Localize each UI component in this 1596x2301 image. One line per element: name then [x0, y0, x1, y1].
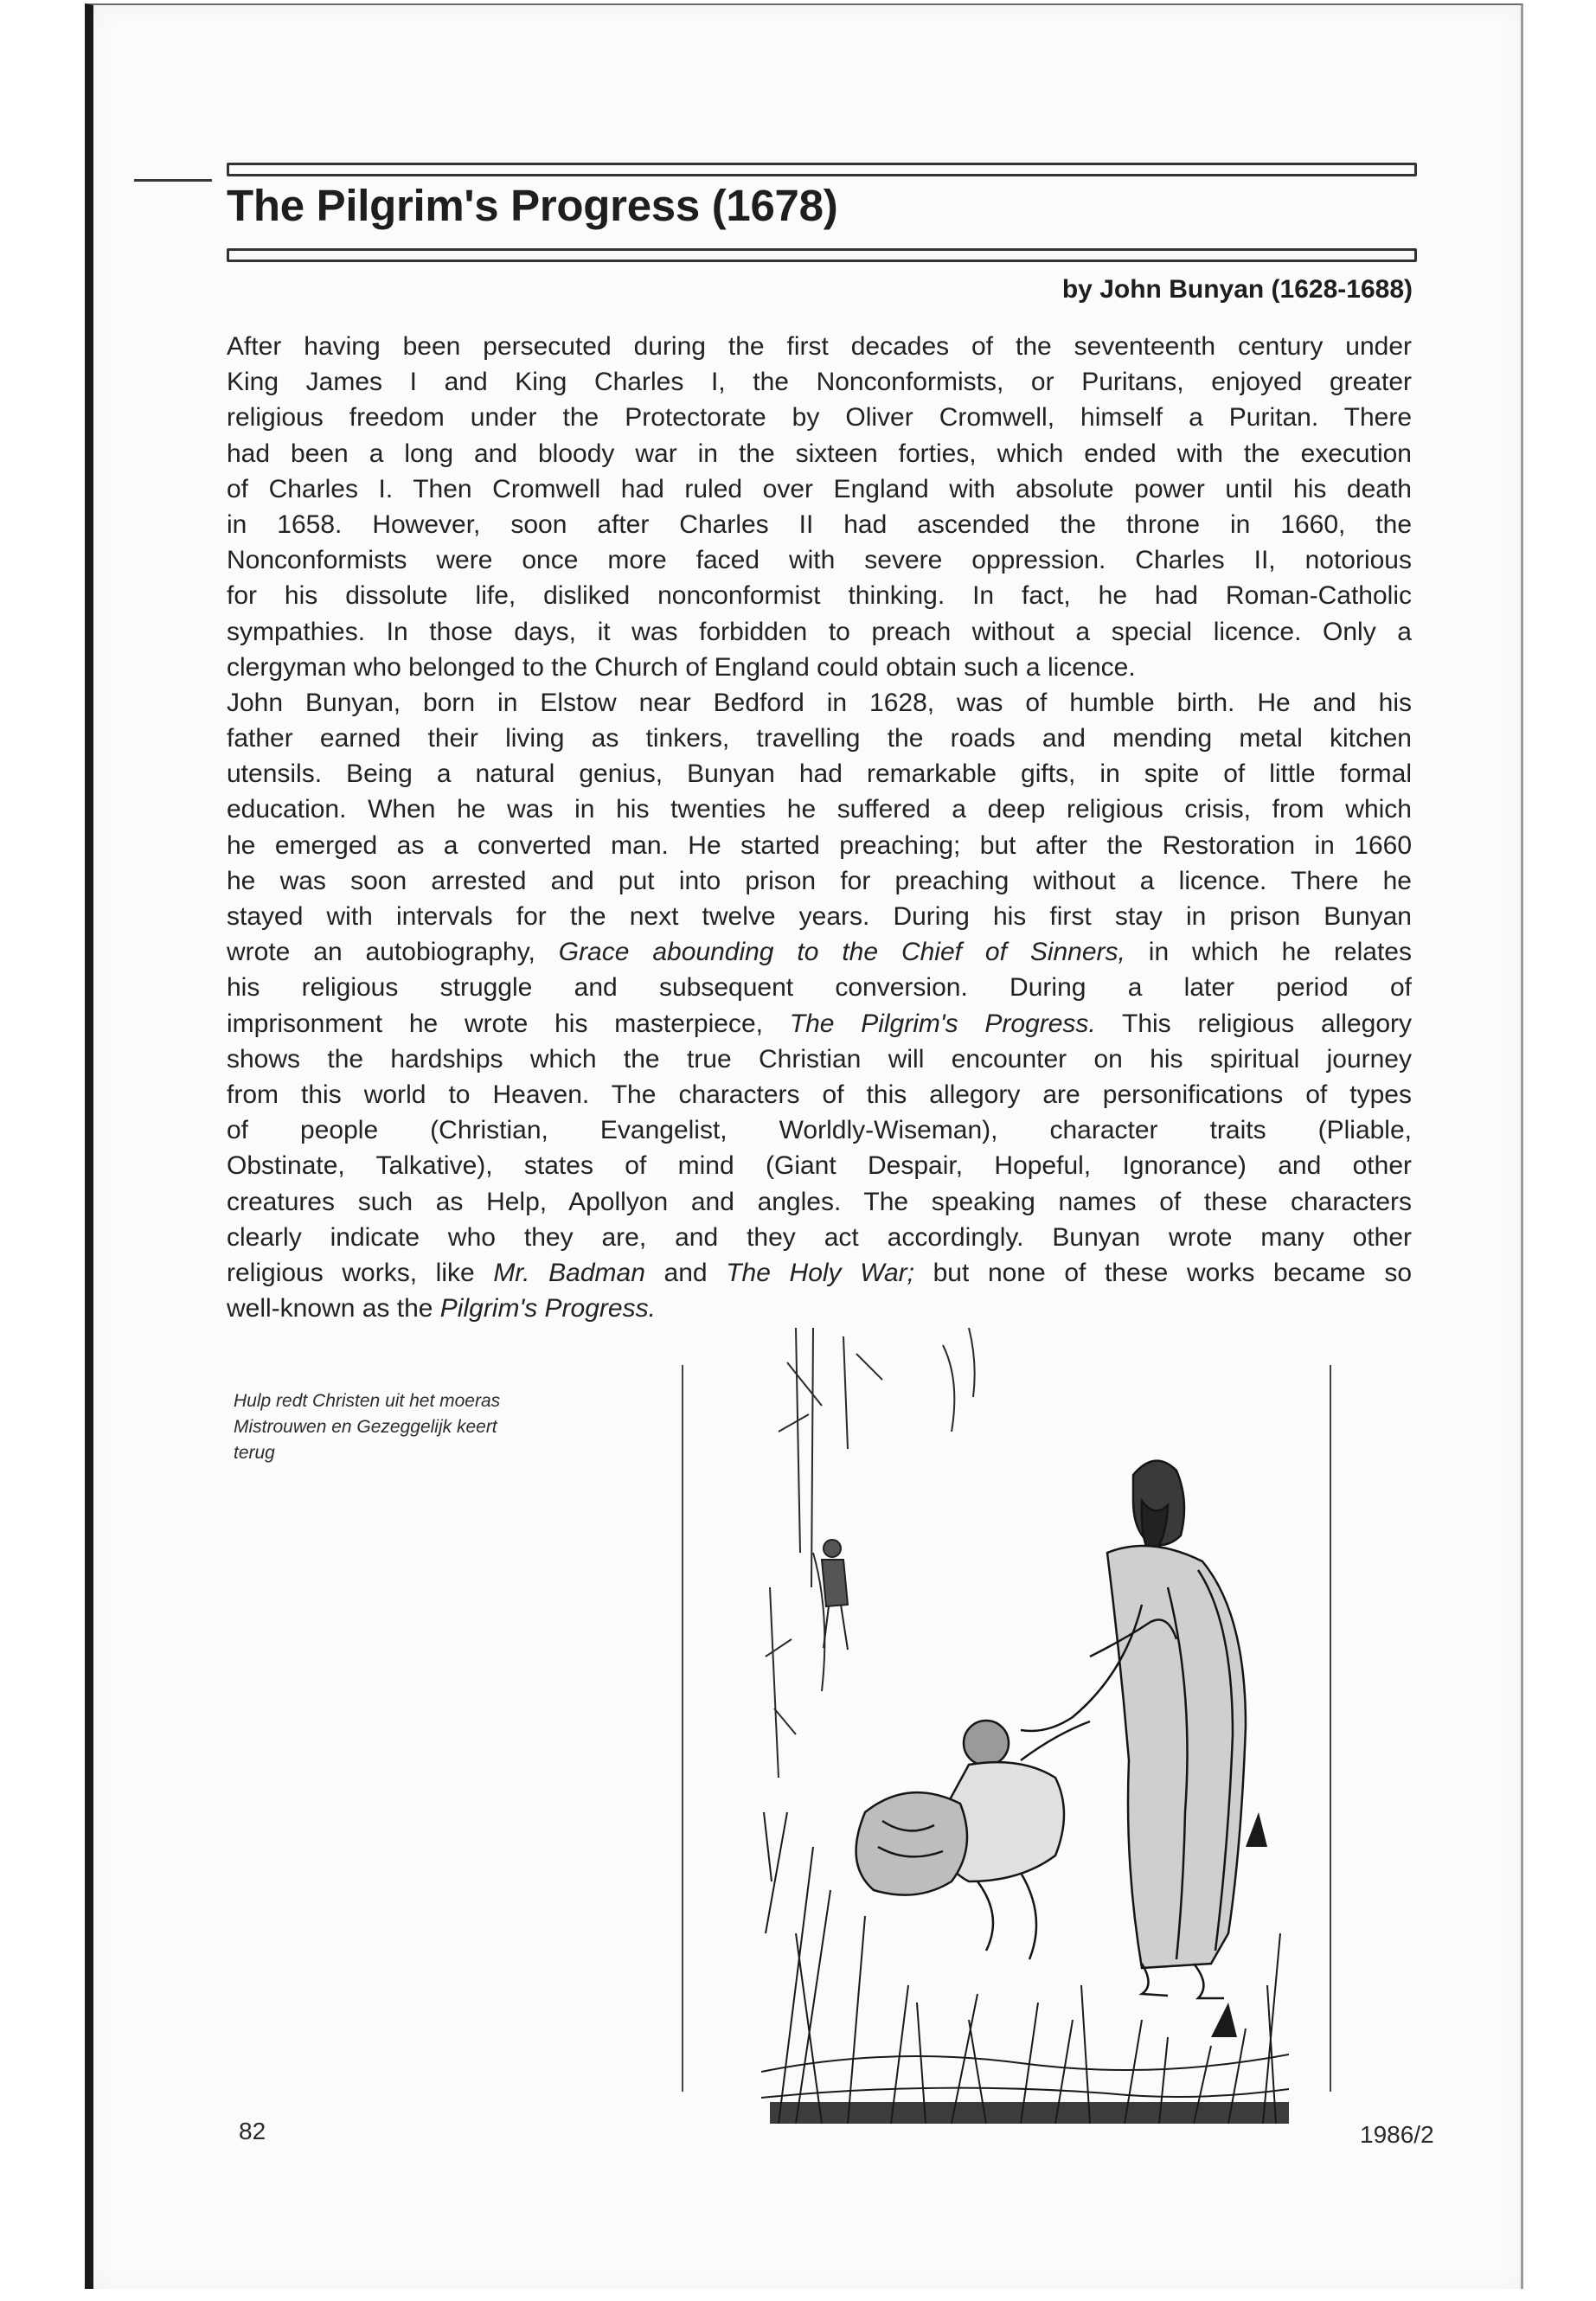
body-line	[227, 614, 1412, 650]
article-body	[227, 329, 1412, 1326]
body-line	[227, 721, 1412, 756]
italic-title-text: Mr. Badman	[493, 1258, 645, 1287]
author-byline: by John Bunyan (1628-1688)	[1061, 275, 1413, 304]
figure-rule-right	[1330, 1365, 1331, 2092]
body-line	[227, 1291, 1412, 1326]
body-text-segment: clearly indicate who they are, and they act accordingly. Bunyan wrote many other	[227, 1222, 1412, 1252]
caption-line: Hulp redt Christen uit het moeras	[234, 1391, 501, 1411]
body-line	[227, 1255, 1412, 1291]
body-line	[227, 756, 1412, 792]
body-text-segment: shows the hardships which the true Christian will encounter on his spiritual journey	[227, 1044, 1412, 1074]
body-text-segment: Obstinate, Talkative), states of mind (Giant Despair, Hopeful, Ignorance) and other	[227, 1151, 1412, 1181]
body-line	[227, 1148, 1412, 1183]
body-text-segment: After having been persecuted during the first decades of the seventeenth century under	[227, 332, 1412, 361]
body-text-segment: wrote an autobiography,	[227, 938, 559, 967]
body-line	[227, 329, 1412, 364]
body-text-segment: creatures such as Help, Apollyon and angles. The speaking names of these characters	[227, 1187, 1412, 1216]
body-text-segment: from this world to Heaven. The characters of this allegory are personifications of types	[227, 1080, 1412, 1109]
engraving-illustration-icon	[761, 1328, 1289, 2124]
body-text-segment: John Bunyan, born in Elstow near Bedford in 1628, was of humble birth. He and his	[227, 688, 1412, 717]
body-text-segment: imprisonment he wrote his masterpiece,	[227, 1009, 790, 1038]
body-text-segment: education. When he was in his twenties he suffered a deep religious crisis, from which	[227, 795, 1412, 824]
body-text-segment: in which he relates	[1125, 938, 1412, 967]
italic-title-text: The Pilgrim's Progress.	[789, 1009, 1096, 1038]
body-line	[227, 1112, 1412, 1148]
body-text-segment: and	[644, 1258, 727, 1287]
body-line	[227, 792, 1412, 827]
body-line	[227, 970, 1412, 1005]
body-text-segment: well-known as the	[227, 1294, 440, 1324]
body-text-segment: his religious struggle and subsequent conversion. During a later period of	[227, 973, 1412, 1003]
body-text-segment: King James I and King Charles I, the Nonconformists, or Puritans, enjoyed greater	[227, 368, 1412, 397]
body-text-segment: religious works, like	[227, 1258, 494, 1287]
body-text-segment: of Charles I. Then Cromwell had ruled over England with absolute power until his death	[227, 474, 1412, 503]
title-rule-bottom	[227, 248, 1417, 262]
body-text-segment: father earned their living as tinkers, travelling the roads and mending metal kitchen	[227, 724, 1412, 753]
body-line	[227, 1077, 1412, 1112]
body-line	[227, 507, 1412, 542]
body-text-segment: but none of these works became so	[913, 1258, 1413, 1287]
body-line	[227, 364, 1412, 400]
figure-caption	[234, 1388, 631, 1466]
body-line	[227, 542, 1412, 578]
issue-label: 1986/2	[1360, 2121, 1434, 2148]
body-line	[227, 934, 1412, 970]
body-text-segment: sympathies. In those days, it was forbidden to preach without a special licence. Only a	[227, 617, 1412, 646]
caption-line: Mistrouwen en Gezeggelijk keert	[234, 1417, 497, 1437]
body-line	[227, 400, 1412, 435]
body-line	[227, 471, 1412, 507]
article-title: The Pilgrim's Progress (1678)	[227, 181, 838, 230]
body-text-segment: in 1658. However, soon after Charles II had ascended the throne in 1660, the	[227, 510, 1412, 539]
margin-rule	[134, 179, 212, 182]
body-line	[227, 578, 1412, 613]
body-text-segment: clergyman who belonged to the Church of England could obtain such a licence.	[227, 652, 1136, 682]
body-text-segment: stayed with intervals for the next twelve years. During his first stay in prison Bunyan	[227, 902, 1412, 931]
page-number: 82	[239, 2118, 266, 2144]
body-text-segment: he was soon arrested and put into prison for preaching without a licence. There he	[227, 866, 1412, 895]
body-text-segment: religious freedom under the Protectorate by Oliver Cromwell, himself a Puritan. There	[227, 403, 1412, 433]
body-text-segment: for his dissolute life, disliked nonconformist thinking. In fact, he had Roman-Catholic	[227, 581, 1412, 611]
body-line	[227, 685, 1412, 721]
body-line	[227, 1042, 1412, 1077]
body-text-segment: utensils. Being a natural genius, Bunyan had remarkable gifts, in spite of little formal	[227, 760, 1412, 789]
body-line	[227, 436, 1412, 471]
body-line	[227, 828, 1412, 863]
caption-line: terug	[234, 1443, 275, 1463]
body-line	[227, 650, 1412, 685]
body-text-segment: had been a long and bloody war in the sixteen forties, which ended with the execution	[227, 439, 1412, 468]
body-text-segment: Nonconformists were once more faced with severe oppression. Charles II, notorious	[227, 546, 1412, 575]
italic-title-text: Pilgrim's Progress.	[439, 1294, 656, 1324]
body-line	[227, 899, 1412, 934]
body-line	[227, 1006, 1412, 1042]
body-text-segment: of people (Christian, Evangelist, Worldly-Wiseman), character traits (Pliable,	[227, 1116, 1412, 1145]
title-rule-top	[227, 163, 1417, 176]
figure-rule-left	[682, 1365, 683, 2092]
body-line	[227, 863, 1412, 899]
body-text-segment: he emerged as a converted man. He started preaching; but after the Restoration in 1660	[227, 830, 1412, 860]
italic-title-text: The Holy War;	[726, 1258, 914, 1287]
italic-title-text: Grace abounding to the Chief of Sinners,	[558, 938, 1125, 967]
body-line	[227, 1184, 1412, 1220]
body-line	[227, 1220, 1412, 1255]
body-text-segment: This religious allegory	[1095, 1009, 1412, 1038]
